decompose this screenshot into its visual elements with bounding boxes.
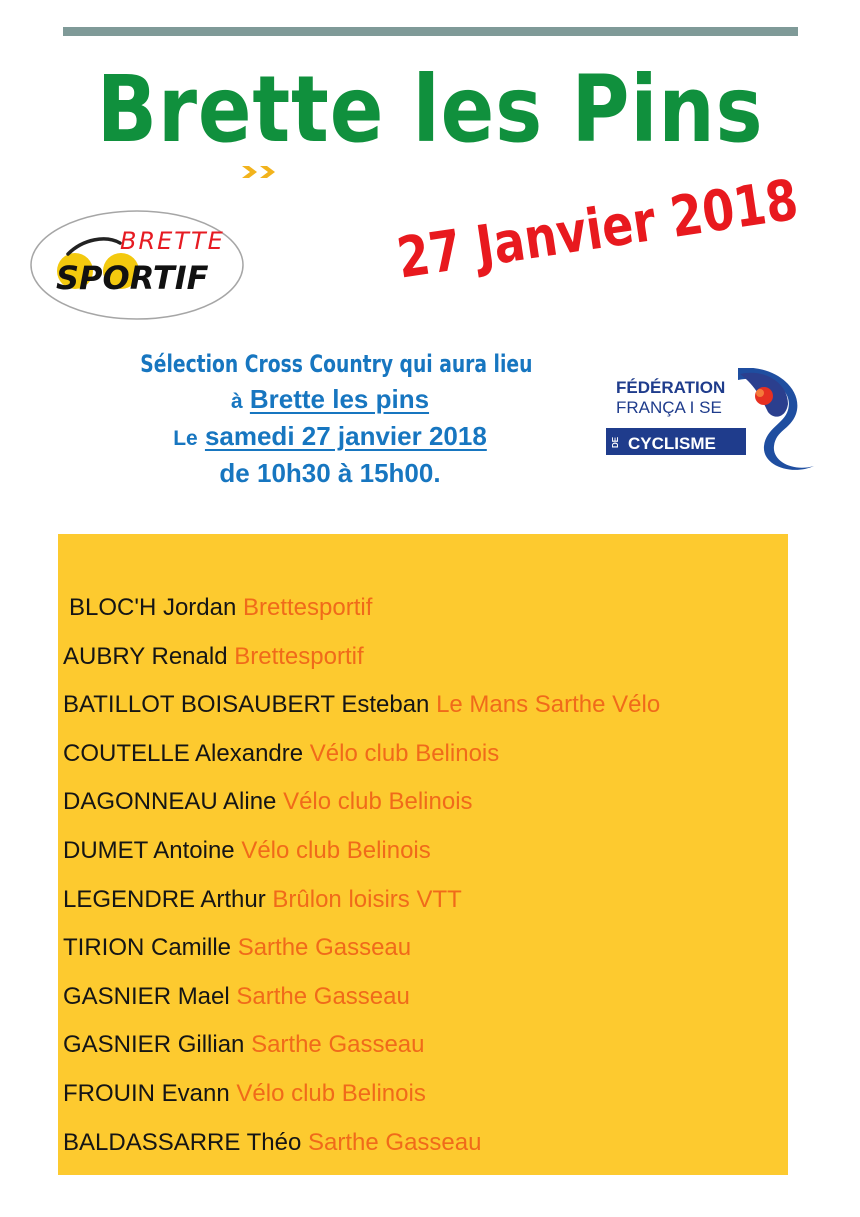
participant-row bbox=[63, 1021, 660, 1070]
participant-club: Brettesportif bbox=[234, 642, 364, 670]
participant-club: Vélo club Belinois bbox=[241, 836, 431, 864]
event-location-line bbox=[85, 382, 575, 419]
participant-name: TIRION Camille bbox=[63, 934, 232, 962]
event-info bbox=[85, 346, 575, 490]
participant-row bbox=[63, 584, 660, 633]
ffc-federation-logo bbox=[606, 368, 820, 472]
top-rule bbox=[63, 27, 798, 36]
event-hours: de 10h30 à 15h00. bbox=[219, 458, 441, 488]
participant-name: BALDASSARRE Théo bbox=[63, 1128, 302, 1156]
participants-list bbox=[63, 584, 660, 1167]
participant-name: BATILLOT BOISAUBERT Esteban bbox=[63, 691, 430, 719]
participant-club: Brettesportif bbox=[243, 594, 373, 621]
participant-club: Sarthe Gasseau bbox=[236, 982, 410, 1010]
page-title: Brette les Pins bbox=[96, 56, 764, 163]
participant-club: Vélo club Belinois bbox=[283, 788, 473, 816]
participant-club: Vélo club Belinois bbox=[236, 1079, 426, 1107]
participant-club: Sarthe Gasseau bbox=[308, 1128, 482, 1156]
participant-club: Vélo club Belinois bbox=[309, 739, 500, 767]
participant-name: AUBRY Renald bbox=[63, 642, 228, 670]
participant-row bbox=[63, 876, 660, 925]
ffc-text-francaise: FRANÇA I SE bbox=[616, 398, 722, 417]
participants-panel bbox=[58, 534, 788, 1175]
participant-row bbox=[63, 1119, 660, 1168]
logo-text-sportif: SPORTIF bbox=[56, 259, 209, 297]
participant-name: DUMET Antoine bbox=[63, 836, 235, 864]
event-date: samedi 27 janvier 2018 bbox=[204, 421, 487, 451]
participant-row bbox=[63, 633, 660, 682]
participant-club: Brûlon loisirs VTT bbox=[272, 885, 462, 913]
participant-club: Sarthe Gasseau bbox=[251, 1031, 425, 1059]
participant-row bbox=[63, 681, 660, 730]
participant-name: DAGONNEAU Aline bbox=[63, 788, 277, 816]
participant-name: GASNIER Mael bbox=[63, 982, 230, 1010]
participant-club: Sarthe Gasseau bbox=[237, 934, 412, 962]
ffc-text-federation: FÉDÉRATION bbox=[616, 378, 726, 397]
ffc-text-cyclisme: CYCLISME bbox=[628, 434, 716, 453]
ffc-text-de: DE bbox=[611, 436, 620, 448]
location-prefix: à bbox=[230, 390, 243, 413]
event-location: Brette les pins bbox=[249, 384, 430, 414]
date-prefix: Le bbox=[173, 427, 198, 450]
participant-name: COUTELLE Alexandre bbox=[63, 739, 304, 767]
participant-name: LEGENDRE Arthur bbox=[63, 885, 266, 913]
participant-name: GASNIER Gillian bbox=[63, 1031, 245, 1059]
double-chevron-icon bbox=[240, 162, 284, 182]
participant-row bbox=[63, 973, 660, 1022]
event-date-line bbox=[85, 419, 575, 456]
participant-row bbox=[63, 924, 660, 973]
event-selection-line: Sélection Cross Country qui aura lieu bbox=[140, 350, 533, 378]
participant-row bbox=[63, 827, 660, 876]
participant-row bbox=[63, 778, 660, 827]
participant-club: Le Mans Sarthe Vélo bbox=[436, 691, 661, 719]
event-date-banner: 27 Janvier 2018 bbox=[393, 167, 803, 292]
participant-row bbox=[63, 1070, 660, 1119]
logo-text-brette: BRETTE bbox=[120, 227, 225, 255]
participant-name: FROUIN Evann bbox=[63, 1079, 230, 1107]
participant-name: BLOC'H Jordan bbox=[69, 594, 237, 621]
participant-row bbox=[63, 730, 660, 779]
brette-sportif-logo bbox=[28, 207, 246, 323]
